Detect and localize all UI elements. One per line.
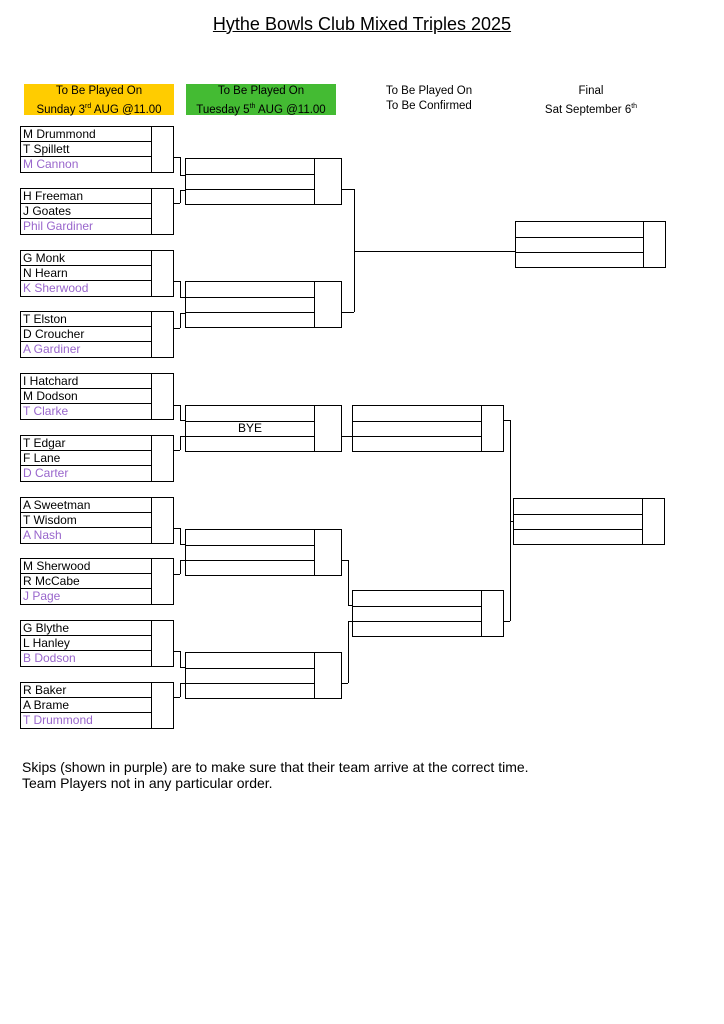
score-column [151,251,152,296]
footer-line-1: Skips (shown in purple) are to make sure that their team arrive at the correct time. [22,759,529,775]
team-box [20,311,174,358]
bracket-connector [180,544,185,545]
round-1-header [24,84,174,115]
round-2-slot [185,281,342,328]
bracket-connector [180,436,181,450]
player-name: T Edgar [21,436,151,451]
round-2-slot [185,158,342,205]
team-box [20,682,174,729]
round-3-header-line2: To Be Confirmed [386,100,472,112]
round-2-slot [185,405,342,452]
bracket-connector [180,190,185,191]
round-1-header-line2: Sunday 3rd AUG @11.00 [36,103,162,116]
player-name: M Dodson [21,389,151,404]
team-box [20,126,174,173]
team-box [20,558,174,605]
score-column [151,559,152,604]
player-name: M Sherwood [21,559,151,574]
team-box [20,497,174,544]
footer-note [22,759,529,791]
round-2-header-line2: Tuesday 5th AUG @11.00 [196,103,326,116]
final-header-line2: Sat September 6th [544,103,638,116]
bracket-connector [180,281,181,297]
bracket-connector [342,683,348,684]
team-box [20,250,174,297]
bracket-connector [174,574,180,575]
round-2-header [186,84,336,115]
team-box [20,620,174,667]
bracket-connector [180,190,181,203]
round-3-slot [352,405,504,452]
player-name: A Brame [21,698,151,713]
footer-line-2: Team Players not in any particular order. [22,775,273,791]
player-name: J Goates [21,204,151,219]
player-name: R McCabe [21,574,151,589]
bracket-connector [180,175,185,176]
player-name: R Baker [21,683,151,698]
skip-name: T Clarke [23,404,69,418]
bracket-connector [180,683,185,684]
player-name: G Blythe [21,621,151,636]
bracket-connector [348,560,349,605]
skip-name: K Sherwood [23,281,89,295]
bracket-connector [348,621,349,683]
player-name: N Hearn [21,266,151,281]
round-2-slot [185,652,342,699]
page-title: Hythe Bowls Club Mixed Triples 2025 [212,14,512,34]
round-3-slot [352,590,504,637]
bracket-connector [180,560,185,561]
player-name: T Elston [21,312,151,327]
bracket-connector [354,251,515,252]
bracket-connector [342,436,352,437]
bracket-connector [180,405,181,420]
bracket-connector [180,420,185,421]
player-name: F Lane [21,451,151,466]
player-name: T Spillett [21,142,151,157]
skip-name: B Dodson [23,651,76,665]
round-2-header-line1: To Be Played On [217,85,305,97]
bye-label: BYE [237,421,262,435]
final-slot [513,498,665,545]
skip-name: Phil Gardiner [23,219,94,233]
score-column [151,621,152,666]
bracket-connector [180,297,185,298]
player-name: I Hatchard [21,374,151,389]
bracket-connector [174,450,180,451]
score-column [151,189,152,234]
round-3-header [354,84,504,115]
bracket-connector [174,328,180,329]
player-name: H Freeman [21,189,151,204]
bracket-connector [174,203,180,204]
team-box [20,188,174,235]
bracket-connector [180,560,181,574]
team-box [20,373,174,420]
score-column [151,498,152,543]
bracket-connector [348,605,352,606]
score-column [151,683,152,728]
bracket-connector [180,683,181,697]
skip-name: T Drummond [23,713,93,727]
round-3-header-line1: To Be Played On [385,85,473,97]
skip-name: A Gardiner [23,342,81,356]
bracket-connector [180,436,185,437]
bracket-connector [180,313,181,328]
final-header [516,84,666,115]
bracket-connector [180,157,181,175]
player-name: D Croucher [21,327,151,342]
player-name: T Wisdom [21,513,151,528]
round-2-slot [185,529,342,576]
bracket-connector [348,621,352,622]
player-name: M Drummond [21,127,151,142]
bracket-connector [180,667,185,668]
team-box [20,435,174,482]
bracket-connector [504,621,510,622]
bracket-connector [180,651,181,667]
final-slot [515,221,666,268]
player-name: G Monk [21,251,151,266]
skip-name: M Cannon [23,157,79,171]
round-1-header-line1: To Be Played On [55,85,143,97]
final-header-line1: Final [578,85,604,97]
bracket-connector [174,697,180,698]
score-column [151,436,152,481]
skip-name: J Page [23,589,61,603]
skip-name: D Carter [23,466,69,480]
bracket-connector [342,312,354,313]
player-name: A Sweetman [21,498,151,513]
score-column [151,312,152,357]
bracket-connector [180,528,181,544]
score-column [151,374,152,419]
bracket-connector [510,521,513,522]
skip-name: A Nash [23,528,62,542]
score-column [151,127,152,172]
bracket-connector [180,313,185,314]
bracket-connector [342,189,354,190]
player-name: L Hanley [21,636,151,651]
